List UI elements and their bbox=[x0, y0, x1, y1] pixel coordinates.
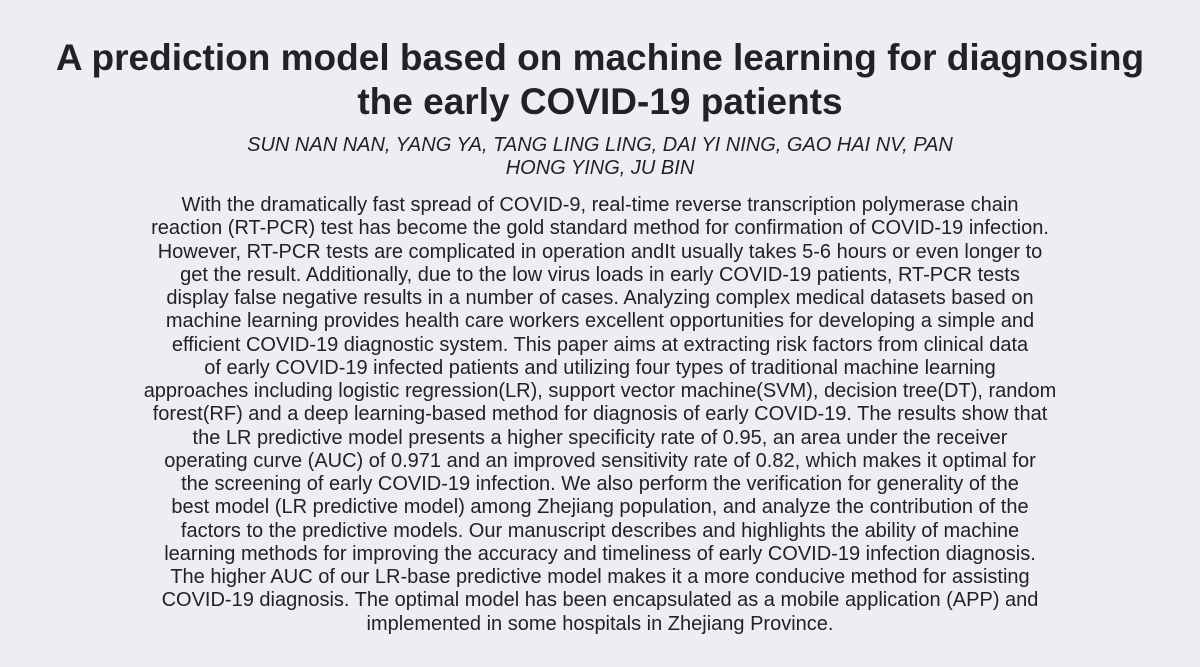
abstract-line: factors to the predictive models. Our manuscript describes and highlights the ability of machine bbox=[180, 519, 1020, 542]
paper-authors bbox=[220, 134, 980, 180]
abstract-line: the LR predictive model presents a higher specificity rate of 0.95, an area under the receiver bbox=[192, 426, 1008, 449]
authors-line-2: HONG YING, JU BIN bbox=[505, 157, 695, 179]
abstract-line: efficient COVID-19 diagnostic system. This paper aims at extracting risk factors from clinical data bbox=[171, 333, 1029, 356]
abstract-line: of early COVID-19 infected patients and utilizing four types of traditional machine learning bbox=[204, 356, 996, 379]
abstract-line: best model (LR predictive model) among Zhejiang population, and analyze the contribution of the bbox=[171, 496, 1029, 519]
paper-abstract bbox=[85, 194, 1115, 636]
abstract-line: The higher AUC of our LR-base predictive model makes it a more conducive method for assisting bbox=[170, 566, 1030, 588]
abstract-line: forest(RF) and a deep learning-based method for diagnosis of early COVID-19. The results show that bbox=[152, 403, 1048, 426]
abstract-line: reaction (RT-PCR) test has become the gold standard method for confirmation of COVID-19 infection. bbox=[151, 217, 1049, 240]
abstract-line: With the dramatically fast spread of COVID-9, real-time reverse transcription polymerase chain bbox=[181, 194, 1019, 216]
abstract-line: However, RT-PCR tests are complicated in operation andIt usually takes 5-6 hours or even longer to bbox=[157, 240, 1043, 263]
abstract-line: COVID-19 diagnosis. The optimal model has been encapsulated as a mobile application (APP) and bbox=[161, 589, 1039, 612]
abstract-line: machine learning provides health care workers excellent opportunities for developing a simple and bbox=[165, 310, 1035, 333]
title-line-2: the early COVID-19 patients bbox=[357, 81, 843, 122]
abstract-line: operating curve (AUC) of 0.971 and an improved sensitivity rate of 0.82, which makes it optimal for bbox=[164, 449, 1036, 472]
abstract-line: display false negative results in a number of cases. Analyzing complex medical datasets based on bbox=[166, 287, 1034, 309]
paper-title bbox=[48, 36, 1152, 124]
authors-line-1: SUN NAN NAN, YANG YA, TANG LING LING, DAI YI NING, GAO HAI NV, PAN bbox=[247, 134, 953, 156]
abstract-line: get the result. Additionally, due to the low virus loads in early COVID-19 patients, RT-PCR tests bbox=[180, 263, 1020, 286]
abstract-line: approaches including logistic regression(LR), support vector machine(SVM), decision tree(DT), random bbox=[143, 380, 1057, 402]
abstract-line: the screening of early COVID-19 infection. We also perform the verification for generality of the bbox=[181, 473, 1019, 495]
title-line-1: A prediction model based on machine learning for diagnosing bbox=[55, 37, 1145, 78]
abstract-line: learning methods for improving the accuracy and timeliness of early COVID-19 infection diagnosis. bbox=[164, 542, 1036, 565]
abstract-line: implemented in some hospitals in Zhejiang Province. bbox=[366, 612, 834, 635]
